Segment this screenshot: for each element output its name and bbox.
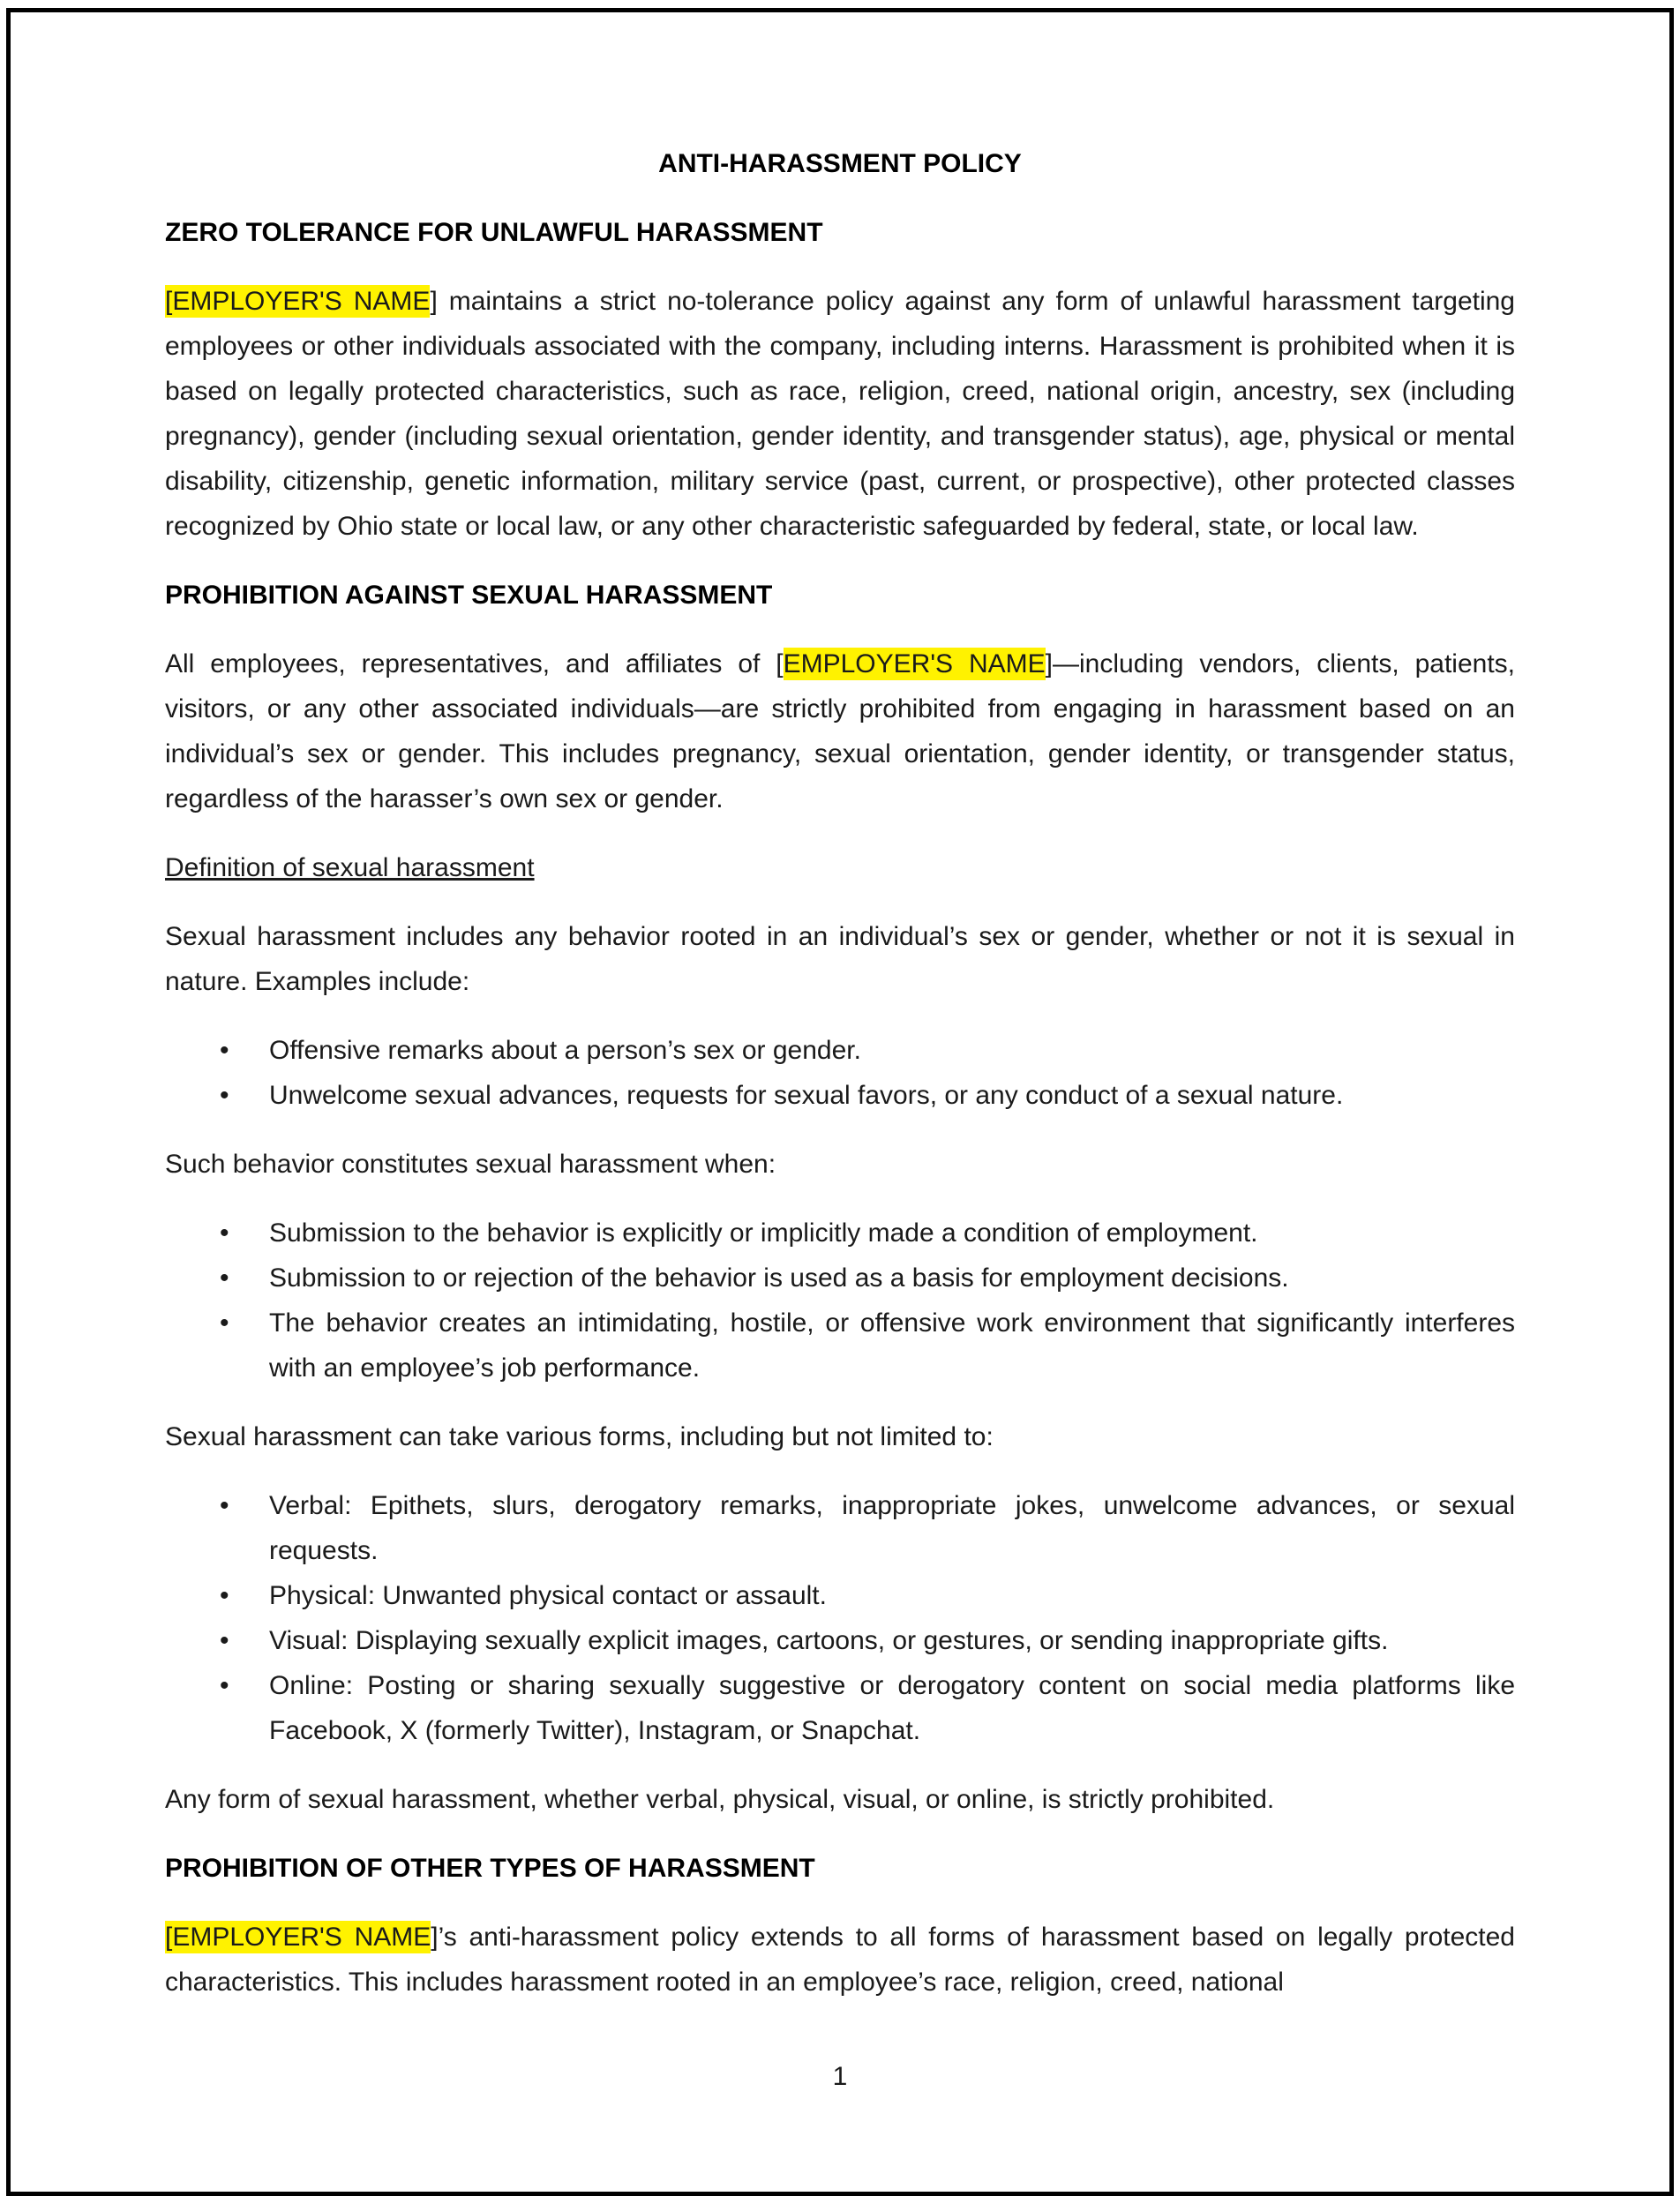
document-title: ANTI-HARASSMENT POLICY	[658, 149, 1022, 178]
list-item: • The behavior creates an intimidating, hostile, or offensive work environment that significantly interferes with an employee’s job performance.	[165, 1301, 1515, 1391]
list-item: • Physical: Unwanted physical contact or assault.	[165, 1573, 1515, 1618]
page-number: 1	[832, 2062, 848, 2091]
paragraph-text: ]—including vendors, clients, patients, visitors, or any other associated individuals—are strictly prohibited from engaging in harassment based on an individual’s sex or gender. This includes pregnancy, sexual orientation, gender identity, or transgender status, regardless of the harasser’s own sex or gender.	[165, 649, 1515, 813]
list-item: • Offensive remarks about a person’s sex or gender.	[165, 1028, 1515, 1073]
paragraph-conditions-intro: Such behavior constitutes sexual harassment when:	[165, 1150, 776, 1179]
paragraph-text: ] maintains a strict no-tolerance policy against any form of unlawful harassment targeting employees or other individuals associated with the company, including interns. Harassment is prohibited when it is based on legally protected characteristics, such as race, religion, creed, national origin, ancestry, sex (including pregnancy), gender (including sexual orientation, gender identity, and transgender status), age, physical or mental disability, citizenship, genetic information, military service (past, current, or prospective), other protected classes recognized by Ohio state or local law, or any other characteristic safeguarded by federal, state, or local law.	[165, 287, 1515, 541]
paragraph-zero-tolerance	[165, 279, 1515, 549]
list-item: • Submission to or rejection of the behavior is used as a basis for employment decisions.	[165, 1256, 1515, 1301]
heading-other-types: PROHIBITION OF OTHER TYPES OF HARASSMENT	[165, 1854, 815, 1883]
employer-name-highlight: [EMPLOYER'S NAME	[165, 287, 431, 316]
list-item: • Submission to the behavior is explicitly or implicitly made a condition of employment.	[165, 1211, 1515, 1256]
paragraph-definition-intro: Sexual harassment includes any behavior rooted in an individual’s sex or gender, whether or not it is sexual in nature. Examples include:	[165, 922, 1515, 996]
paragraph-sexual-harassment	[165, 641, 1515, 821]
list-item: • Online: Posting or sharing sexually suggestive or derogatory content on social media platforms like Facebook, X (formerly Twitter), Instagram, or Snapchat.	[165, 1663, 1515, 1753]
list-item: • Visual: Displaying sexually explicit images, cartoons, or gestures, or sending inappropriate gifts.	[165, 1618, 1515, 1663]
list-item: • Verbal: Epithets, slurs, derogatory remarks, inappropriate jokes, unwelcome advances, or sexual requests.	[165, 1483, 1515, 1573]
heading-zero-tolerance: ZERO TOLERANCE FOR UNLAWFUL HARASSMENT	[165, 218, 823, 247]
employer-name-highlight: EMPLOYER'S NAME	[783, 649, 1046, 678]
list-item: • Unwelcome sexual advances, requests for sexual favors, or any conduct of a sexual nature.	[165, 1073, 1515, 1118]
conditions-list	[165, 1211, 1515, 1391]
document-body	[165, 141, 1515, 2028]
forms-list	[165, 1483, 1515, 1753]
paragraph-text: ]’s anti-harassment policy extends to all forms of harassment based on legally protected characteristics. This includes harassment rooted in an employee’s race, religion, creed, national	[165, 1923, 1515, 1997]
heading-sexual-harassment: PROHIBITION AGAINST SEXUAL HARASSMENT	[165, 581, 773, 610]
subheading-definition: Definition of sexual harassment	[165, 853, 535, 882]
paragraph-any-form: Any form of sexual harassment, whether verbal, physical, visual, or online, is strictly prohibited.	[165, 1785, 1275, 1814]
paragraph-other-types	[165, 1915, 1515, 2005]
examples-list	[165, 1028, 1515, 1118]
paragraph-forms-intro: Sexual harassment can take various forms, including but not limited to:	[165, 1422, 994, 1451]
employer-name-highlight: [EMPLOYER'S NAME	[165, 1923, 431, 1952]
paragraph-text: All employees, representatives, and affiliates of [	[165, 649, 784, 678]
